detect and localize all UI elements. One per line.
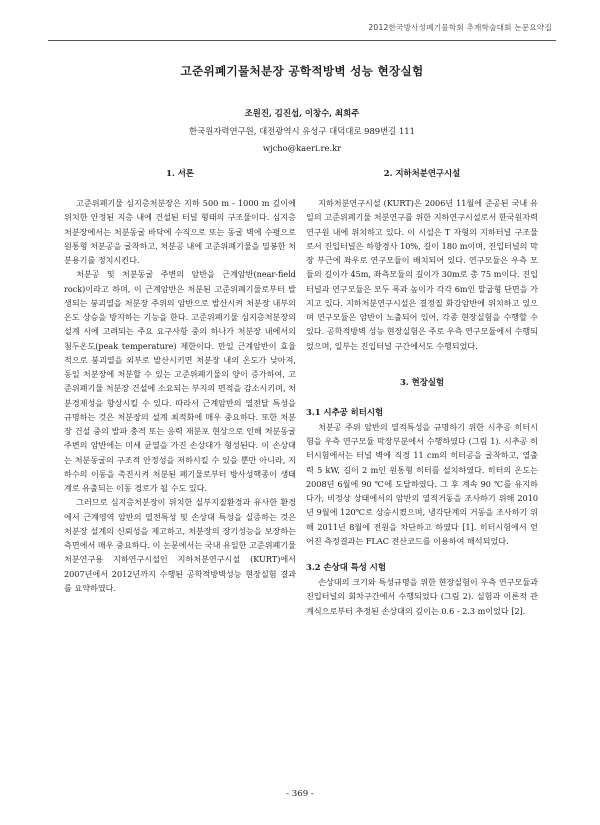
subsection-heading-heater: 3.1 시추공 히터시험 xyxy=(306,406,384,417)
section-heading-intro: 1. 서론 xyxy=(166,168,194,178)
page-number: - 369 - xyxy=(286,789,314,799)
section-heading-experiment: 3. 현장실험 xyxy=(399,376,445,387)
running-header: 2012한국방사성폐기물학회 추계학술대회 논문요약집 xyxy=(368,23,552,32)
paper-authors: 조원진, 김진섭, 이창수, 최희주 xyxy=(244,108,360,118)
intro-paragraph-3: 그러므로 심지층처분장이 위치한 실부지질환경과 유사한 환경에서 근계영역 암반의 열전특성 및 손상대 특성을 실증하는 것은 처분장 설계의 신뢰성을 제고하고, 처분장의 장기성능을 보장하는 측면에서 매우 중요하다. 이 논문에서는 국내 유일한 고준위폐기물처분연구용 지하연구시설인 지하처분연구시설 (KURT)에서 2007년에서 2012년까지 수행된 공학적방벽성능 현장실험 결과를 요약하였다. xyxy=(64,497,296,593)
paper-affiliation: 한국원자력연구원, 대전광역시 유성구 대덕대로 989번길 111 xyxy=(189,126,415,136)
left-column xyxy=(64,166,296,595)
intro-paragraph-1: 고준위폐기물 심지층처분장은 지하 500 m - 1000 m 깊이에 위치한 안정된 지층 내에 건설된 터널 형태의 구조물이다. 심지층처분장에서는 처분동굴 바닥에 수직으로 또는 동굴 벽에 수평으로 원통형 처분공을 굴착하고, 처분공 내에 고준위폐기물을 밀봉한 처분용기를 정치시킨다. xyxy=(64,198,296,265)
subsection-heading-edz: 3.2 손상대 특성 시험 xyxy=(306,562,386,572)
heater-paragraph-1: 처분공 주위 암반의 열적특성을 규명하기 위한 시추공 히터시험을 우측 연구모듈 막장부분에서 수행하였다 (그림 1). 시추공 히터시험에서는 터널 벽에 직경 11 cm의 히터공을 굴착하고, 열출력 5 kW, 길이 2 m인 원통형 히터를 설치하였다. 히터의 온도는 2008년 6월에 90 ℃에 도달하였다. 그 후 계속 90 ℃를 유지하다가, 비정상 상태에서의 암반의 열적거동을 조사하기 위해 2010년 9월에 120℃로 상승시켰으며, 냉각단계의 거동을 조사하기 위해 2011년 8월에 전원을 차단하고 하였다 [1]. 히터시험에서 얻어진 측정결과는 FLAC 전산코드를 이용하여 해석되었다. xyxy=(306,421,538,546)
edz-paragraph-1: 손상대의 크기와 특성규명을 위한 현장실험이 우측 연구모듈과 진입터널의 회차구간에서 수행되었다 (그림 2). 실험과 이론적 관계식으로부터 추정된 손상대의 깊이는 0.6 - 2.3 m이었다 [2]. xyxy=(306,577,538,616)
header-rule xyxy=(48,40,556,41)
title-block xyxy=(48,63,556,153)
intro-paragraph-2: 처분공 및 처분동굴 주변의 암반을 근계암반(near-field rock)이라고 하며, 이 근계암반은 처분된 고준위폐기물로부터 발생되는 붕괴열을 처분장 주위의 암반으로 발산시켜 처분장 내부의 온도 상승을 방지하는 기능을 한다. 고준위폐기물 심지층처분장의 설계 시에 고려되는 주요 요구사항 중의 하나가 처분장 내에서의 첨두온도(peak temperature) 제한이다. 만일 근계암반이 효율적으로 붕괴열을 외부로 발산시키면 처분장 내의 온도가 낮아져, 동일 처분장에 처분할 수 있는 고준위폐기물의 양이 증가하여, 고준위폐기물 처분장 건설에 소요되는 부지의 면적을 감소시키며, 처분경제성을 향상시킬 수 있다. 따라서 근계암반의 열전달 특성을 규명하는 것은 처분장의 설계 최적화에 매우 중요하다. 또한 처분장 건설 중의 발파 충격 또는 응력 재분포 현상으로 인해 처분동굴 주변의 암반에는 미세 균열을 가진 손상대가 형성된다. 이 손상대는 처분동굴의 구조적 안정성을 저하시킬 수 있을 뿐만 아니라, 지하수의 이동을 촉진시켜 처분된 폐기물로부터 방사성핵종이 생태계로 유출되는 이동 경로가 될 수도 있다. xyxy=(64,269,296,493)
paper-email: wjcho@kaeri.re.kr xyxy=(262,143,342,153)
paper-title: 고준위폐기물처분장 공학적방벽 성능 현장실험 xyxy=(180,64,424,78)
right-column xyxy=(306,166,538,618)
kurt-paragraph-1: 지하처분연구시설 (KURT)은 2006년 11월에 준공된 국내 유일의 고준위폐기물 처분연구를 위한 지하연구시설로서 한국원자력연구원 내에 위치하고 있다. 이 시설은 T 자형의 지하터널 구조물로서 진입터널은 하향경사 10%, 길이 180 m이며, 진입터널의 막장 부근에 좌우로 연구모듈이 배치되어 있다. 연구모듈은 우측 모듈의 길이가 45m, 좌측모듈의 길이가 30m로 총 75 m이다. 진입터널과 연구모듈은 모두 폭과 높이가 각각 6m인 말굽형 단면을 가지고 있다. 지하처분연구시설은 결정질 화강암반에 위치하고 있으며 연구모듈은 암반이 노출되어 있어, 각종 현장실험을 수행할 수 있다. 공학적방벽 성능 현장실험은 주로 우측 연구모듈에서 수행되었으며, 일부는 진입터널 구간에서도 수행되었다. xyxy=(306,198,538,351)
section-heading-kurt: 2. 지하처분연구시설 xyxy=(383,168,461,178)
